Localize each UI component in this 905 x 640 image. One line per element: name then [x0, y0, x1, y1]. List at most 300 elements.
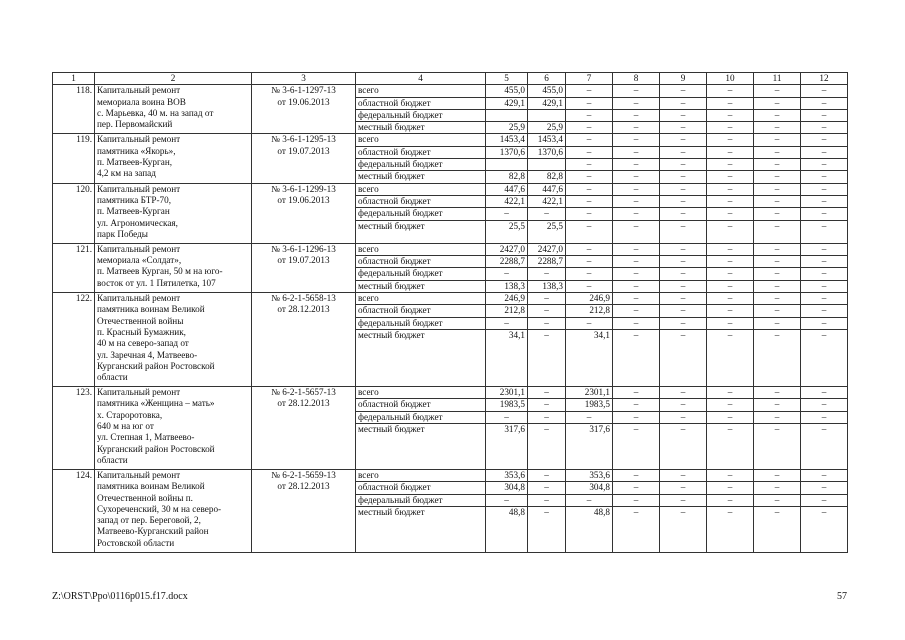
amount-cell: – — [660, 195, 707, 207]
row-number: 119. — [53, 134, 95, 183]
amount-cell: – — [613, 208, 660, 220]
amount-cell: – — [801, 195, 848, 207]
amount-cell: – — [801, 482, 848, 494]
amount-cell: 138,3 — [528, 280, 566, 292]
expertise-reference-line: от 28.12.2013 — [277, 304, 330, 315]
amount-cell: – — [613, 399, 660, 411]
amount-cell: – — [613, 305, 660, 317]
expertise-reference-line: от 19.07.2013 — [277, 145, 330, 156]
object-name-line: Капитальный ремонт — [97, 469, 181, 480]
funding-source: областной бюджет — [356, 399, 486, 411]
table-row — [53, 293, 848, 305]
amount-cell: – — [707, 243, 754, 255]
amount-cell: – — [754, 171, 801, 183]
header-cell: 9 — [660, 73, 707, 85]
object-name-line: пер. Первомайский — [97, 119, 173, 130]
object-name-line: п. Матвеев-Курган — [97, 206, 170, 217]
amount-cell: – — [660, 506, 707, 552]
amount-cell: – — [566, 243, 613, 255]
amount-cell: – — [754, 305, 801, 317]
amount-cell: – — [754, 506, 801, 552]
page-number: 57 — [837, 591, 847, 602]
funding-source: местный бюджет — [356, 424, 486, 470]
amount-cell: – — [613, 109, 660, 121]
amount-cell: – — [660, 122, 707, 134]
amount-cell: – — [566, 195, 613, 207]
amount-cell: – — [707, 506, 754, 552]
amount-cell: – — [613, 317, 660, 329]
amount-cell: – — [754, 469, 801, 481]
amount-cell: – — [754, 97, 801, 109]
amount-cell: – — [660, 134, 707, 146]
object-name-line: Отечественной войны — [97, 315, 184, 326]
amount-cell: – — [754, 109, 801, 121]
funding-source: федеральный бюджет — [356, 208, 486, 220]
amount-cell: – — [613, 220, 660, 243]
header-cell: 1 — [53, 73, 95, 85]
expertise-reference-line: № 6-2-1-5657-13 — [271, 387, 336, 398]
funding-source: всего — [356, 183, 486, 195]
header-cell: 7 — [566, 73, 613, 85]
amount-cell: – — [801, 399, 848, 411]
amount-cell: 34,1 — [486, 329, 528, 386]
row-number: 120. — [53, 183, 95, 243]
amount-cell: 82,8 — [486, 171, 528, 183]
funding-source: местный бюджет — [356, 171, 486, 183]
amount-cell: 353,6 — [566, 469, 613, 481]
amount-cell: – — [660, 109, 707, 121]
object-name-line: ул. Заречная 4, Матвеево- — [97, 349, 198, 360]
object-name-line: п. Матвеев-Курган, — [97, 157, 173, 168]
object-name-line: 4,2 км на запад — [97, 168, 156, 179]
header-cell: 5 — [486, 73, 528, 85]
amount-cell: – — [707, 85, 754, 97]
expertise-reference-line: № 6-2-1-5659-13 — [271, 469, 336, 480]
amount-cell: – — [566, 109, 613, 121]
object-name — [95, 85, 252, 134]
amount-cell: 34,1 — [566, 329, 613, 386]
object-name — [95, 387, 252, 470]
amount-cell: 2288,7 — [486, 256, 528, 268]
amount-cell: – — [613, 506, 660, 552]
object-name-line: ул. Агрономическая, — [97, 217, 178, 228]
amount-cell: – — [566, 97, 613, 109]
amount-cell: 1370,6 — [528, 146, 566, 158]
amount-cell: – — [801, 220, 848, 243]
amount-cell: – — [528, 293, 566, 305]
object-name — [95, 243, 252, 292]
amount-cell: 1453,4 — [528, 134, 566, 146]
amount-cell: – — [566, 122, 613, 134]
expertise-reference — [252, 183, 356, 243]
amount-cell: 429,1 — [486, 97, 528, 109]
amount-cell: – — [801, 329, 848, 386]
amount-cell: – — [566, 256, 613, 268]
amount-cell: – — [754, 122, 801, 134]
amount-cell: – — [660, 268, 707, 280]
amount-cell: – — [613, 171, 660, 183]
amount-cell: 25,5 — [486, 220, 528, 243]
expertise-reference — [252, 243, 356, 292]
amount-cell: 2301,1 — [486, 387, 528, 399]
amount-cell: – — [707, 171, 754, 183]
amount-cell: – — [707, 159, 754, 171]
amount-cell: 429,1 — [528, 97, 566, 109]
object-name-line: мемориала воина ВОВ — [97, 96, 186, 107]
amount-cell: 455,0 — [528, 85, 566, 97]
amount-cell: – — [754, 494, 801, 506]
amount-cell: – — [754, 329, 801, 386]
header-cell: 8 — [613, 73, 660, 85]
amount-cell: – — [528, 317, 566, 329]
amount-cell: – — [613, 85, 660, 97]
amount-cell: – — [707, 280, 754, 292]
amount-cell: – — [801, 317, 848, 329]
amount-cell: – — [707, 305, 754, 317]
object-name-line: памятника воинам Великой — [97, 481, 205, 492]
expertise-reference-line: от 19.06.2013 — [277, 194, 330, 205]
amount-cell: – — [566, 280, 613, 292]
amount-cell: – — [566, 494, 613, 506]
amount-cell: 304,8 — [486, 482, 528, 494]
amount-cell: – — [754, 134, 801, 146]
amount-cell: – — [486, 411, 528, 423]
amount-cell: – — [613, 183, 660, 195]
amount-cell: – — [486, 317, 528, 329]
expertise-reference — [252, 134, 356, 183]
amount-cell: – — [528, 494, 566, 506]
amount-cell: – — [707, 109, 754, 121]
amount-cell: – — [801, 506, 848, 552]
table-row — [53, 183, 848, 195]
expertise-reference-line: от 19.07.2013 — [277, 255, 330, 266]
amount-cell: – — [801, 85, 848, 97]
header-cell: 3 — [252, 73, 356, 85]
amount-cell: – — [660, 243, 707, 255]
amount-cell: – — [801, 494, 848, 506]
object-name-line: п. Матвеев Курган, 50 м на юго- — [97, 266, 223, 277]
amount-cell: 2427,0 — [486, 243, 528, 255]
amount-cell: – — [613, 122, 660, 134]
amount-cell: – — [754, 195, 801, 207]
amount-cell: – — [801, 109, 848, 121]
amount-cell: – — [707, 317, 754, 329]
header-row — [53, 73, 848, 85]
amount-cell: – — [707, 293, 754, 305]
amount-cell: – — [613, 268, 660, 280]
amount-cell: – — [754, 208, 801, 220]
funding-source: федеральный бюджет — [356, 411, 486, 423]
funding-source: местный бюджет — [356, 122, 486, 134]
amount-cell: – — [801, 243, 848, 255]
object-name-line: памятника «Якорь», — [97, 145, 176, 156]
row-number: 122. — [53, 293, 95, 387]
amount-cell: – — [801, 305, 848, 317]
amount-cell: – — [528, 482, 566, 494]
object-name-line: Матвеево-Курганский район — [97, 526, 209, 537]
object-name-line: ул. Степная 1, Матвеево- — [97, 432, 195, 443]
amount-cell: – — [754, 159, 801, 171]
amount-cell: 422,1 — [528, 195, 566, 207]
object-name-line: Ростовской области — [97, 537, 175, 548]
amount-cell: – — [528, 399, 566, 411]
amount-cell: – — [528, 268, 566, 280]
amount-cell: – — [660, 317, 707, 329]
object-name — [95, 293, 252, 387]
amount-cell: – — [486, 494, 528, 506]
amount-cell: 2427,0 — [528, 243, 566, 255]
object-name-line: области — [97, 372, 128, 383]
amount-cell: 447,6 — [486, 183, 528, 195]
amount-cell: – — [613, 494, 660, 506]
amount-cell: – — [566, 146, 613, 158]
funding-source: областной бюджет — [356, 256, 486, 268]
amount-cell: – — [707, 494, 754, 506]
amount-cell: – — [801, 268, 848, 280]
funding-source: всего — [356, 243, 486, 255]
amount-cell: – — [528, 329, 566, 386]
amount-cell: – — [660, 293, 707, 305]
funding-source: федеральный бюджет — [356, 317, 486, 329]
amount-cell: – — [613, 469, 660, 481]
row-number: 123. — [53, 387, 95, 470]
object-name-line: мемориала «Солдат», — [97, 255, 182, 266]
amount-cell: – — [613, 146, 660, 158]
object-name-line: Капитальный ремонт — [97, 387, 181, 398]
object-name-line: парк Победы — [97, 228, 148, 239]
object-name — [95, 469, 252, 552]
amount-cell — [528, 159, 566, 171]
funding-source: областной бюджет — [356, 195, 486, 207]
header-cell: 6 — [528, 73, 566, 85]
amount-cell: 422,1 — [486, 195, 528, 207]
amount-cell: 447,6 — [528, 183, 566, 195]
amount-cell: – — [754, 317, 801, 329]
amount-cell: – — [613, 293, 660, 305]
funding-source: местный бюджет — [356, 220, 486, 243]
amount-cell: – — [754, 85, 801, 97]
expertise-reference — [252, 85, 356, 134]
amount-cell: – — [660, 85, 707, 97]
funding-source: областной бюджет — [356, 146, 486, 158]
amount-cell: – — [801, 387, 848, 399]
amount-cell: – — [613, 97, 660, 109]
amount-cell: – — [754, 293, 801, 305]
amount-cell: – — [660, 183, 707, 195]
amount-cell: – — [566, 268, 613, 280]
amount-cell: – — [528, 305, 566, 317]
amount-cell — [486, 109, 528, 121]
budget-table — [52, 72, 848, 553]
object-name-line: Капитальный ремонт — [97, 183, 181, 194]
amount-cell: 1983,5 — [486, 399, 528, 411]
amount-cell: – — [707, 411, 754, 423]
amount-cell: – — [754, 399, 801, 411]
amount-cell: – — [707, 183, 754, 195]
amount-cell: – — [801, 293, 848, 305]
amount-cell: – — [707, 387, 754, 399]
expertise-reference-line: № 3-6-1-1295-13 — [271, 134, 336, 145]
amount-cell: – — [660, 411, 707, 423]
funding-source: областной бюджет — [356, 305, 486, 317]
header-cell: 11 — [754, 73, 801, 85]
object-name-line: Капитальный ремонт — [97, 134, 181, 145]
expertise-reference — [252, 293, 356, 387]
row-number: 118. — [53, 85, 95, 134]
amount-cell: – — [486, 268, 528, 280]
funding-source: всего — [356, 293, 486, 305]
amount-cell: – — [660, 208, 707, 220]
object-name-line: области — [97, 454, 128, 465]
amount-cell: – — [707, 399, 754, 411]
amount-cell: – — [707, 195, 754, 207]
amount-cell: – — [660, 424, 707, 470]
amount-cell: 246,9 — [486, 293, 528, 305]
expertise-reference-line: № 6-2-1-5658-13 — [271, 293, 336, 304]
amount-cell: – — [613, 243, 660, 255]
amount-cell: 317,6 — [566, 424, 613, 470]
funding-source: федеральный бюджет — [356, 494, 486, 506]
funding-source: местный бюджет — [356, 329, 486, 386]
object-name-line: 640 м на юг от — [97, 421, 154, 432]
amount-cell: – — [754, 220, 801, 243]
object-name-line: 40 м на северо-запад от — [97, 338, 189, 349]
amount-cell: – — [613, 280, 660, 292]
object-name-line: х. Староротовка, — [97, 409, 163, 420]
amount-cell: – — [754, 424, 801, 470]
footer-file-path: Z:\ORST\Ppo\0116p015.f17.docx — [52, 591, 188, 602]
funding-source: всего — [356, 387, 486, 399]
object-name — [95, 134, 252, 183]
amount-cell: – — [801, 122, 848, 134]
amount-cell: – — [801, 469, 848, 481]
row-number: 124. — [53, 469, 95, 552]
amount-cell: – — [566, 220, 613, 243]
amount-cell: – — [754, 183, 801, 195]
header-cell: 12 — [801, 73, 848, 85]
amount-cell: 25,9 — [528, 122, 566, 134]
amount-cell: – — [660, 171, 707, 183]
amount-cell: – — [566, 159, 613, 171]
amount-cell: – — [613, 195, 660, 207]
amount-cell: – — [660, 387, 707, 399]
amount-cell: – — [801, 256, 848, 268]
amount-cell: – — [707, 482, 754, 494]
table-row — [53, 85, 848, 97]
header-cell: 4 — [356, 73, 486, 85]
table-row — [53, 243, 848, 255]
amount-cell: – — [613, 329, 660, 386]
object-name-line: Курганский район Ростовской — [97, 443, 215, 454]
amount-cell: – — [707, 424, 754, 470]
amount-cell: – — [566, 208, 613, 220]
object-name-line: Капитальный ремонт — [97, 85, 181, 96]
amount-cell: – — [707, 329, 754, 386]
object-name-line: п. Красный Бумажник, — [97, 326, 186, 337]
header-cell: 10 — [707, 73, 754, 85]
amount-cell: 246,9 — [566, 293, 613, 305]
amount-cell: – — [613, 424, 660, 470]
amount-cell — [528, 109, 566, 121]
table-row — [53, 469, 848, 481]
expertise-reference — [252, 387, 356, 470]
funding-source: федеральный бюджет — [356, 268, 486, 280]
amount-cell: – — [613, 134, 660, 146]
expertise-reference-line: от 19.06.2013 — [277, 96, 330, 107]
amount-cell: 82,8 — [528, 171, 566, 183]
amount-cell: – — [660, 482, 707, 494]
amount-cell: – — [801, 424, 848, 470]
amount-cell: – — [707, 134, 754, 146]
amount-cell: – — [566, 183, 613, 195]
amount-cell: – — [754, 243, 801, 255]
object-name-line: памятника БТР-70, — [97, 194, 172, 205]
amount-cell: – — [707, 97, 754, 109]
funding-source: федеральный бюджет — [356, 159, 486, 171]
amount-cell: – — [613, 387, 660, 399]
amount-cell: – — [528, 411, 566, 423]
amount-cell: – — [801, 208, 848, 220]
amount-cell: – — [528, 469, 566, 481]
amount-cell: – — [486, 208, 528, 220]
amount-cell: 317,6 — [486, 424, 528, 470]
amount-cell: – — [801, 183, 848, 195]
amount-cell: – — [613, 256, 660, 268]
amount-cell — [486, 159, 528, 171]
amount-cell: 138,3 — [486, 280, 528, 292]
amount-cell: – — [707, 122, 754, 134]
header-cell: 2 — [95, 73, 252, 85]
amount-cell: – — [754, 256, 801, 268]
object-name-line: памятника «Женщина – мать» — [97, 398, 215, 409]
amount-cell: – — [660, 97, 707, 109]
amount-cell: – — [528, 424, 566, 470]
object-name-line: Сухореченский, 30 м на северо- — [97, 503, 222, 514]
amount-cell: – — [707, 208, 754, 220]
funding-source: местный бюджет — [356, 506, 486, 552]
amount-cell: 25,5 — [528, 220, 566, 243]
object-name-line: памятника воинам Великой — [97, 304, 205, 315]
funding-source: всего — [356, 134, 486, 146]
table-row — [53, 134, 848, 146]
amount-cell: – — [707, 220, 754, 243]
amount-cell: – — [613, 411, 660, 423]
amount-cell: 212,8 — [566, 305, 613, 317]
amount-cell: 25,9 — [486, 122, 528, 134]
amount-cell: 1453,4 — [486, 134, 528, 146]
amount-cell: – — [754, 387, 801, 399]
amount-cell: – — [660, 469, 707, 481]
expertise-reference-line: № 3-6-1-1297-13 — [271, 85, 336, 96]
amount-cell: – — [566, 85, 613, 97]
table-body — [53, 85, 848, 552]
amount-cell: – — [801, 171, 848, 183]
amount-cell: – — [801, 280, 848, 292]
amount-cell: – — [566, 411, 613, 423]
funding-source: областной бюджет — [356, 97, 486, 109]
amount-cell: – — [801, 146, 848, 158]
funding-source: местный бюджет — [356, 280, 486, 292]
object-name-line: Капитальный ремонт — [97, 293, 181, 304]
expertise-reference — [252, 469, 356, 552]
amount-cell: 2301,1 — [566, 387, 613, 399]
amount-cell: – — [660, 256, 707, 268]
amount-cell: – — [801, 159, 848, 171]
amount-cell: – — [801, 97, 848, 109]
amount-cell: – — [707, 469, 754, 481]
amount-cell: – — [754, 268, 801, 280]
amount-cell: 1983,5 — [566, 399, 613, 411]
